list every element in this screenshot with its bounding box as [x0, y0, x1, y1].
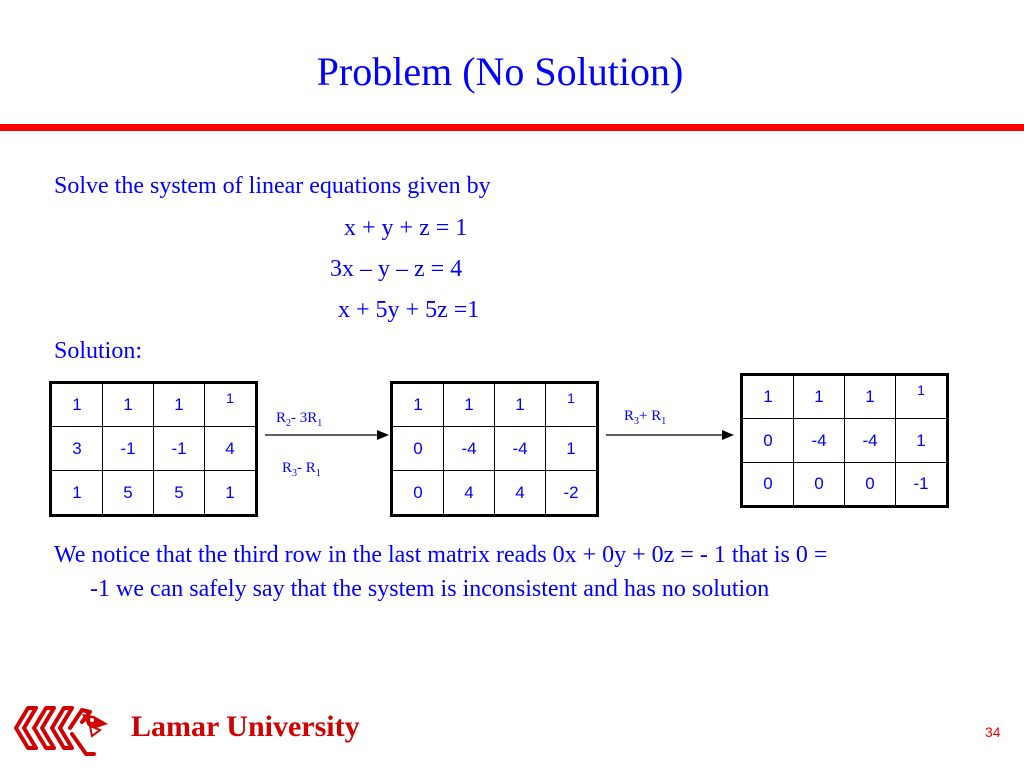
matrix-cell: 1 — [103, 383, 154, 427]
matrix-cell: 1 — [896, 419, 948, 463]
matrix-cell: -1 — [103, 427, 154, 471]
matrix-cell: 0 — [742, 419, 794, 463]
intro-text: Solve the system of linear equations given by — [54, 173, 491, 199]
matrix-cell: 1 — [392, 383, 444, 427]
matrix-cell: 1 — [205, 471, 257, 516]
matrix-cell: 0 — [392, 471, 444, 516]
matrix-cell: 1 — [546, 427, 598, 471]
matrix-cell: 4 — [205, 427, 257, 471]
matrix-cell: 1 — [154, 383, 205, 427]
equation-3: x + 5y + 5z =1 — [338, 297, 480, 323]
matrix-cell: 1 — [444, 383, 495, 427]
matrix-cell: 1 — [51, 471, 103, 516]
matrix-cell: -4 — [444, 427, 495, 471]
matrix-cell: 4 — [444, 471, 495, 516]
row-operation-r2: $R_2-$ $3R_1$ — [276, 410, 323, 429]
matrix-cell: 5 — [103, 471, 154, 516]
matrix-cell: 3 — [51, 427, 103, 471]
matrix-cell: 1 — [495, 383, 546, 427]
matrix-cell: 1 — [794, 375, 845, 419]
page-number: 34 — [985, 724, 1001, 740]
matrix-cell: 1 — [742, 375, 794, 419]
matrix-row — [392, 471, 598, 516]
matrix-cell: -2 — [546, 471, 598, 516]
matrix-cell: -1 — [896, 463, 948, 507]
cardinal-bird-logo-icon — [12, 700, 112, 762]
matrix-cell: 1 — [51, 383, 103, 427]
right-arrow-icon — [606, 428, 731, 442]
augmented-matrix-original — [49, 381, 258, 517]
matrix-cell: 1 — [896, 375, 948, 419]
slide-title: Problem (No Solution) — [316, 49, 684, 94]
matrix-row — [392, 383, 598, 427]
matrix-row — [742, 419, 948, 463]
matrix-cell: -4 — [794, 419, 845, 463]
university-name: Lamar University — [131, 710, 360, 743]
matrix-row — [742, 463, 948, 507]
matrix-cell: 1 — [205, 383, 257, 427]
title-divider — [0, 124, 1024, 131]
matrix-cell: 0 — [794, 463, 845, 507]
solution-label: Solution: — [54, 338, 143, 364]
matrix-cell: -4 — [845, 419, 896, 463]
matrix-cell: -4 — [495, 427, 546, 471]
matrix-cell: -1 — [154, 427, 205, 471]
equation-1: x + y + z = 1 — [344, 215, 468, 241]
conclusion-text-line-1: We notice that the third row in the last matrix reads 0x + 0y + 0z = - 1 that is 0 = — [54, 542, 828, 568]
matrix-cell: 0 — [742, 463, 794, 507]
right-arrow-icon — [265, 428, 390, 442]
matrix-cell: 1 — [546, 383, 598, 427]
matrix-row — [742, 375, 948, 419]
matrix-cell: 0 — [392, 427, 444, 471]
conclusion-text-line-2: -1 we can safely say that the system is inconsistent and has no solution — [90, 576, 770, 602]
matrix-cell: 4 — [495, 471, 546, 516]
matrix-cell: 5 — [154, 471, 205, 516]
matrix-cell: 0 — [845, 463, 896, 507]
matrix-row — [51, 427, 257, 471]
matrix-cell: 1 — [845, 375, 896, 419]
augmented-matrix-step1 — [390, 381, 599, 517]
matrix-row — [392, 427, 598, 471]
augmented-matrix-final — [740, 373, 949, 508]
row-operation-r3-plus: $R_3+ R_1$ — [624, 408, 667, 427]
matrix-row — [51, 383, 257, 427]
matrix-row — [51, 471, 257, 516]
row-operation-r3: $R_3-$ $R_1$ — [282, 460, 321, 479]
equation-2: 3x – y – z = 4 — [330, 256, 463, 282]
